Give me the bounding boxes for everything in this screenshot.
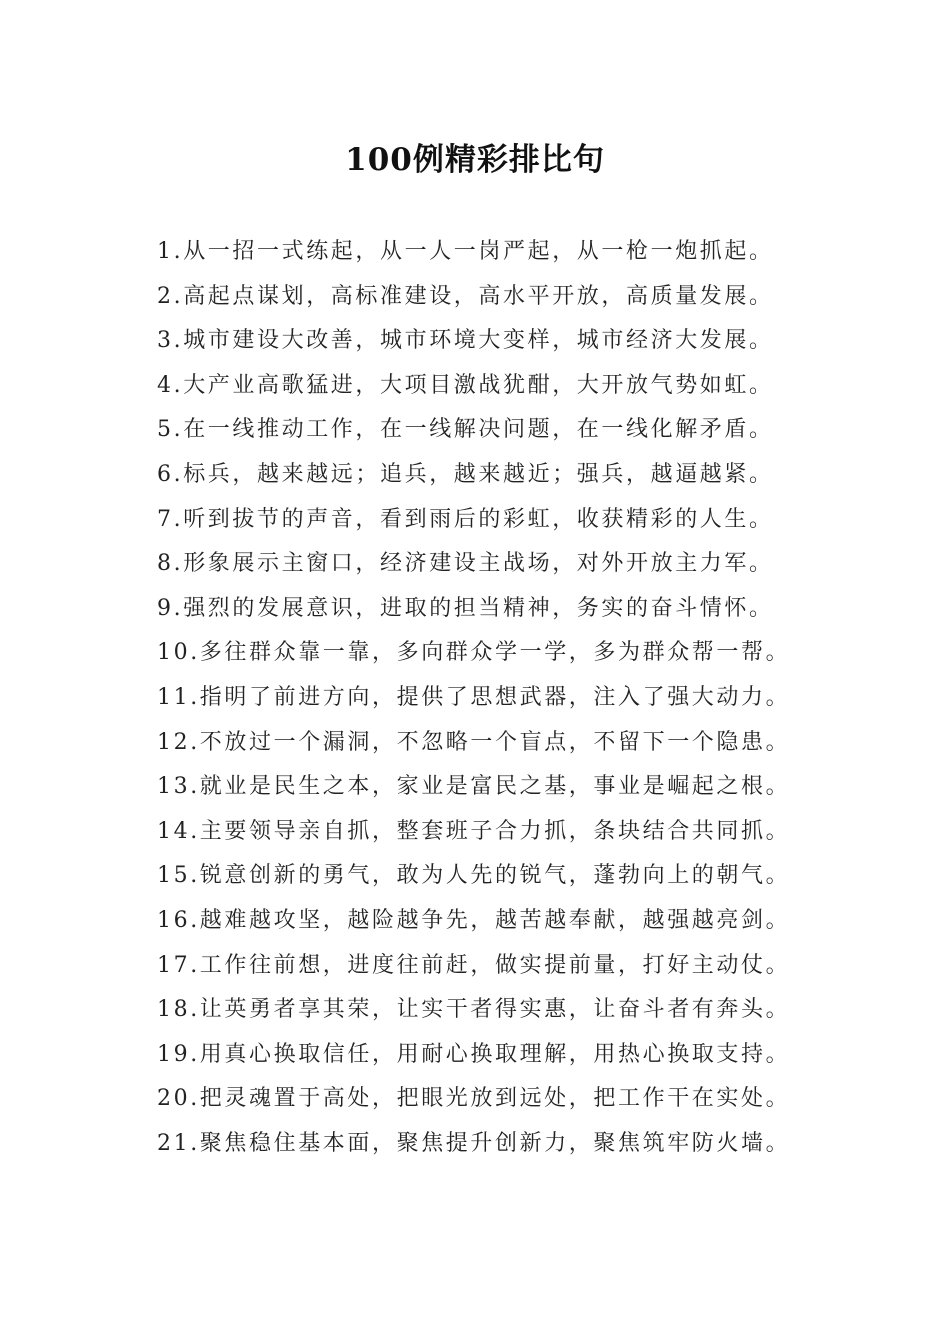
sentence-line-20: 20.把灵魂置于高处，把眼光放到远处，把工作干在实处。: [157, 1086, 791, 1112]
sentence-line-9: 9.强烈的发展意识，进取的担当精神，务实的奋斗情怀。: [157, 595, 774, 621]
sentence-line-11: 11.指明了前进方向，提供了思想武器，注入了强大动力。: [157, 684, 791, 710]
sentence-line-12: 12.不放过一个漏洞，不忽略一个盲点，不留下一个隐患。: [157, 729, 791, 755]
sentence-line-16: 16.越难越攻坚，越险越争先，越苦越奉献，越强越亮剑。: [157, 907, 791, 933]
sentence-line-5: 5.在一线推动工作，在一线解决问题，在一线化解矛盾。: [157, 417, 774, 443]
sentence-line-3: 3.城市建设大改善，城市环境大变样，城市经济大发展。: [157, 328, 774, 354]
sentence-line-10: 10.多往群众靠一靠，多向群众学一学，多为群众帮一帮。: [157, 640, 791, 666]
sentence-line-21: 21.聚焦稳住基本面，聚焦提升创新力，聚焦筑牢防火墙。: [157, 1130, 791, 1156]
sentence-line-14: 14.主要领导亲自抓，整套班子合力抓，条块结合共同抓。: [157, 818, 791, 844]
sentence-line-7: 7.听到拔节的声音，看到雨后的彩虹，收获精彩的人生。: [157, 506, 774, 532]
document-title: 100例精彩排比句: [345, 142, 605, 178]
sentence-line-1: 1.从一招一式练起，从一人一岗严起，从一枪一炮抓起。: [157, 239, 774, 264]
sentence-line-13: 13.就业是民生之本，家业是富民之基，事业是崛起之根。: [157, 774, 791, 800]
sentence-line-18: 18.让英勇者享其荣，让实干者得实惠，让奋斗者有奔头。: [157, 997, 791, 1023]
sentence-line-8: 8.形象展示主窗口，经济建设主战场，对外开放主力军。: [157, 551, 774, 577]
sentence-line-17: 17.工作往前想，进度往前赶，做实提前量，打好主动仗。: [157, 952, 791, 978]
sentence-line-19: 19.用真心换取信任，用耐心换取理解，用热心换取支持。: [157, 1041, 791, 1067]
sentence-line-4: 4.大产业高歌猛进，大项目激战犹酣，大开放气势如虹。: [157, 372, 774, 398]
sentence-line-15: 15.锐意创新的勇气，敢为人先的锐气，蓬勃向上的朝气。: [157, 863, 791, 889]
sentence-line-6: 6.标兵，越来越远；追兵，越来越近；强兵，越逼越紧。: [157, 461, 774, 487]
sentence-list: [157, 230, 817, 1166]
sentence-line-2: 2.高起点谋划，高标准建设，高水平开放，高质量发展。: [157, 283, 774, 309]
